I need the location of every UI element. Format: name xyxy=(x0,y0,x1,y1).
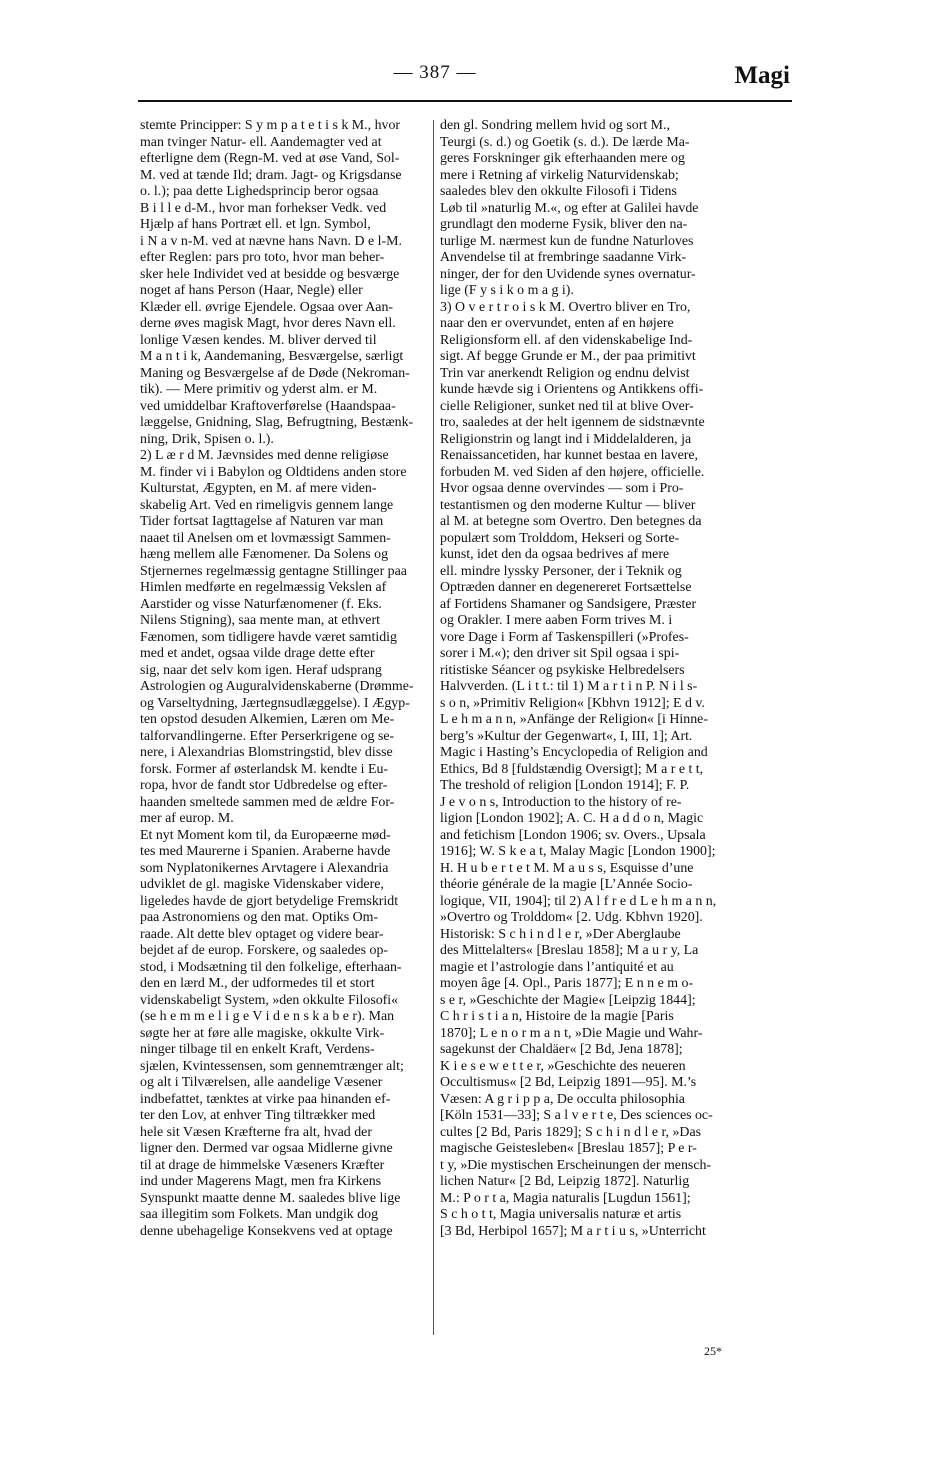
text-line: ved umiddelbar Kraftoverførelse (Haandspaa- xyxy=(140,398,396,414)
text-line: tro, saaledes at der helt igennem de sidstnævnte xyxy=(440,415,705,430)
text-line: Tider fortsat Iagttagelse af Naturen var man xyxy=(140,514,384,529)
text-line: M a n t i k, Aandemaning, Besværgelse, særligt xyxy=(140,349,404,364)
text-line: hele sit Væsen Kræfterne fra alt, hvad der xyxy=(140,1124,372,1140)
running-headword: Magi xyxy=(734,62,790,89)
text-line: s e r, »Geschichte der Magie« [Leipzig 1844]; xyxy=(440,992,696,1008)
text-line: Optræden danner en degenereret Fortsættelse xyxy=(440,580,692,595)
text-line: Renaissancetiden, har kunnet bestaa en lavere, xyxy=(440,448,699,463)
text-line: Synspunkt maatte denne M. saaledes blive lige xyxy=(140,1190,401,1206)
text-line: ninger tilbage til en enkelt Kraft, Verdens- xyxy=(140,1042,375,1057)
text-line: ligion [London 1902]; A. C. H a d d o n, Magic xyxy=(440,811,704,826)
column-divider xyxy=(433,120,434,1335)
text-line: geres Forskninger gik efterhaanden mere og xyxy=(440,151,685,166)
text-line: (se h e m m e l i g e V i d e n s k a b e r). Man xyxy=(140,1009,395,1024)
text-line: noget af hans Person (Haar, Negle) eller xyxy=(140,283,363,298)
text-line: kunde hævde sig i Orientens og Antikkens offi- xyxy=(440,382,704,397)
text-line: Aarstider og visse Naturfænomener (f. Eks. xyxy=(140,596,382,612)
text-line: sker hele Individet ved at besidde og besværge xyxy=(140,266,400,282)
text-line: Religionsform ell. af den videnskabelige Ind- xyxy=(440,332,693,348)
text-line: ning, Drik, Spisen o. l.). xyxy=(140,431,274,447)
text-line: populært som Trolddom, Hekseri og Sorte- xyxy=(440,530,680,546)
text-line: ritistiske Séancer og psykiske Helbredelsers xyxy=(440,662,685,678)
text-line: Halvverden. (L i t t.: til 1) M a r t i n P. N i l s- xyxy=(440,679,698,694)
text-line: Teurgi (s. d.) og Goetik (s. d.). De lærde Ma- xyxy=(440,134,690,150)
text-line: saaledes blev den okkulte Filosofi i Tidens xyxy=(440,184,677,199)
text-line: mere i Retning af virkelig Naturvidenskab; xyxy=(440,167,679,183)
text-line: sigt. Af begge Grunde er M., der paa primitivt xyxy=(440,349,696,364)
text-line: Klæder ell. øvrige Ejendele. Ogsaa over Aan- xyxy=(140,299,394,315)
text-line: og alt i Tilværelsen, alle aandelige Væsener xyxy=(140,1075,383,1090)
text-line: skabelig Art. Ved en rimeligvis gennem lange xyxy=(140,497,394,513)
text-line: efterligne dem (Regn-M. ved at øse Vand, Sol- xyxy=(140,151,400,166)
text-line: al M. at betegne som Overtro. Den betegnes da xyxy=(440,514,702,529)
text-line: logique, VII, 1904]; til 2) A l f r e d L e h m a n n, xyxy=(440,893,717,909)
text-line: Maning og Besværgelse af de Døde (Nekroman- xyxy=(140,365,410,381)
text-line: ell. mindre lyssky Personer, der i Teknik og xyxy=(440,563,682,579)
text-line: Væsen: A g r i p p a, De occulta philosophia xyxy=(440,1091,685,1107)
left-column xyxy=(140,118,428,1240)
text-line: indbefattet, tænktes at virke paa hinanden ef- xyxy=(140,1091,391,1107)
text-line: naar den er overvundet, enten af en højere xyxy=(440,316,674,331)
text-line: Anvendelse til at frembringe saadanne Virk- xyxy=(440,250,687,265)
right-column xyxy=(440,118,804,1240)
text-line: des Mittelalters« [Breslau 1858]; M a u r y, La xyxy=(440,943,699,958)
text-line: Hjælp af hans Portræt ell. et lgn. Symbol, xyxy=(140,217,371,232)
text-line: sorer i M.«); den driver sit Spil ogsaa i spi- xyxy=(440,646,680,661)
text-line: Astrologien og Auguralvidenskaberne (Drømme- xyxy=(140,679,414,694)
text-line: lichen Natur« [2 Bd, Leipzig 1872]. Naturlig xyxy=(440,1174,690,1189)
text-line: kunst, idet den da ogsaa bedrives af mere xyxy=(440,547,670,562)
text-line: [3 Bd, Herbipol 1657]; M a r t i u s, »Unterricht xyxy=(440,1223,706,1239)
text-line: ind under Magerens Magt, men fra Kirkens xyxy=(140,1174,382,1189)
text-line: 2) L æ r d M. Jævnsides med denne religiøse xyxy=(140,448,389,463)
text-line: K i e s e w e t t e r, »Geschichte des neueren xyxy=(440,1058,686,1074)
text-line: stemte Principper: S y m p a t e t i s k M., hvor xyxy=(140,118,401,133)
text-line: efter Reglen: pars pro toto, hvor man beher- xyxy=(140,250,385,265)
text-line: Trin var anerkendt Religion og endnu delvist xyxy=(440,365,690,381)
text-line: tik). — Mere primitiv og yderst alm. er M. xyxy=(140,382,378,397)
text-line: og Varseltydning, Jærtegnsudlæggelse). I Ægyp- xyxy=(140,695,410,711)
text-line: Ethics, Bd 8 [fuldstændig Oversigt]; M a r e t t, xyxy=(440,761,704,777)
text-line: tes med Maurerne i Spanien. Araberne havde xyxy=(140,844,391,859)
text-line: og Orakler. I mere aaben Form trives M. i xyxy=(440,613,673,628)
text-line: Fænomen, som tidligere havde været samtidig xyxy=(140,629,397,645)
text-line: ligeledes havde de gjort betydelige Fremskridt xyxy=(140,893,399,909)
text-line: den gl. Sondring mellem hvid og sort M., xyxy=(440,118,670,133)
text-line: lonlige Væsen kendes. M. bliver derved til xyxy=(140,332,377,348)
signature-mark: 25* xyxy=(704,1344,722,1358)
text-line: paa Astronomiens og den mat. Optiks Om- xyxy=(140,910,379,925)
text-line: Stjernernes regelmæssig gentagne Stillinger paa xyxy=(140,563,407,579)
text-line: nere, i Alexandrias Blomstringstid, blev disse xyxy=(140,745,393,760)
text-line: Magic i Hasting’s Encyclopedia of Religion and xyxy=(440,745,708,760)
text-line: af Fortidens Shamaner og Sandsigere, Præster xyxy=(440,596,697,612)
text-line: The treshold of religion [London 1914]; F. P. xyxy=(440,778,690,793)
text-line: M.: P o r t a, Magia naturalis [Lugdun 1561]; xyxy=(440,1190,691,1206)
text-line: sjælen, Kvintessensen, som gennemtrænger alt; xyxy=(140,1058,404,1074)
text-line: ropa, hvor de fandt stor Udbredelse og efter- xyxy=(140,778,388,793)
text-line: turlige M. nærmest kun de fundne Naturloves xyxy=(440,233,694,249)
text-line: magische Geistesleben« [Breslau 1857]; P e r- xyxy=(440,1141,697,1156)
text-line: t y, »Die mystischen Erscheinungen der mensch- xyxy=(440,1157,712,1173)
text-line: testantismen og den moderne Kultur — bliver xyxy=(440,497,696,513)
text-line: théorie générale de la magie [L’Année Socio- xyxy=(440,877,693,892)
text-line: cielle Religioner, sunket ned til at blive Over- xyxy=(440,398,694,414)
text-line: talforvandlingerne. Efter Perserkrigene og se- xyxy=(140,728,395,744)
text-line: lige (F y s i k o m a g i). xyxy=(440,283,574,298)
text-line: magie et l’astrologie dans l’antiquité et au xyxy=(440,959,674,975)
text-line: berg’s »Kultur der Gegenwart«, I, III, 1]; Art. xyxy=(440,728,693,744)
text-line: Nilens Stigning), saa mente man, at ethvert xyxy=(140,613,380,628)
text-line: ninger, der for den Uvidende synes overnatur- xyxy=(440,266,696,282)
text-line: i N a v n-M. ved at nævne hans Navn. D e l-M. xyxy=(140,233,402,249)
text-line: haanden smeltede sammen med de ældre For- xyxy=(140,794,395,810)
text-line: [Köln 1531—33]; S a l v e r t e, Des sciences oc- xyxy=(440,1108,713,1123)
text-line: and fetichism [London 1906; sv. Overs., Upsala xyxy=(440,827,706,843)
text-line: M. finder vi i Babylon og Oldtidens anden store xyxy=(140,464,407,480)
text-line: søgte her at føre alle magiske, okkulte Virk- xyxy=(140,1025,385,1041)
text-line: M. ved at tænde Ild; dram. Jagt- og Krigsdanse xyxy=(140,167,402,183)
text-line: læggelse, Gnidning, Slag, Befrugtning, Bestænk- xyxy=(140,415,414,430)
text-line: o. l.); paa dette Lighedsprincip beror ogsaa xyxy=(140,184,379,199)
page-number: — 387 — xyxy=(393,62,477,83)
text-line: denne ubehagelige Konsekvens ved at optage xyxy=(140,1223,393,1239)
text-line: Løb til »naturlig M.«, og efter at Galilei havde xyxy=(440,200,699,216)
text-line: ter den Lov, at enhver Ting tiltrækker med xyxy=(140,1108,376,1123)
text-line: bejdet af de europ. Forskere, og saaledes op- xyxy=(140,943,389,958)
text-line: H. H u b e r t e t M. M a u s s, Esquisse d’une xyxy=(440,860,694,876)
text-line: Occultismus« [2 Bd, Leipzig 1891—95]. M.’s xyxy=(440,1075,697,1090)
header-rule xyxy=(138,100,792,102)
text-line: stod, i Modsætning til den folkelige, efterhaan- xyxy=(140,959,402,975)
text-line: forsk. Former af østerlandsk M. kendte i Eu- xyxy=(140,761,389,777)
text-line: B i l l e d-M., hvor man forhekser Vedk. ved xyxy=(140,200,387,216)
text-line: ligner den. Dermed var ogsaa Midlerne givne xyxy=(140,1141,393,1156)
text-line: vore Dage i Form af Taskenspilleri (»Profes- xyxy=(440,629,689,645)
text-line: naaet til Anelsen om et lovmæssigt Sammen- xyxy=(140,530,391,546)
text-line: 3) O v e r t r o i s k M. Overtro bliver en Tro, xyxy=(440,299,691,315)
text-line: moyen âge [4. Opl., Paris 1877]; E n n e m o- xyxy=(440,976,694,991)
text-line: 1916]; W. S k e a t, Malay Magic [London 1900]; xyxy=(440,844,716,859)
text-line: videnskabeligt System, »den okkulte Filosofi« xyxy=(140,992,399,1008)
text-line: Et nyt Moment kom til, da Europæerne mød- xyxy=(140,827,391,843)
text-line: Kulturstat, Ægypten, en M. af mere viden- xyxy=(140,481,377,496)
text-line: sagekunst der Chaldäer« [2 Bd, Jena 1878]; xyxy=(440,1042,683,1057)
text-line: L e h m a n n, »Anfänge der Religion« [i Hinne- xyxy=(440,712,708,727)
text-line: den en lærd M., der udformedes til et stort xyxy=(140,976,375,991)
text-line: 1870]; L e n o r m a n t, »Die Magie und Wahr- xyxy=(440,1025,703,1041)
text-line: raade. Alt dette blev optaget og videre bear- xyxy=(140,926,384,942)
text-line: til at drage de himmelske Væseners Kræfter xyxy=(140,1157,385,1173)
text-line: derne øves magisk Magt, hvor deres Navn ell. xyxy=(140,316,396,331)
text-line: forbuden M. ved Siden af den højere, officielle. xyxy=(440,464,705,480)
text-line: S c h o t t, Magia universalis naturæ et artis xyxy=(440,1207,682,1222)
text-line: ten opstod desuden Alkemien, Læren om Me- xyxy=(140,712,395,727)
text-line: cultes [2 Bd, Paris 1829]; S c h i n d l e r, »Das xyxy=(440,1124,702,1140)
text-line: Hvor ogsaa denne overvindes — som i Pro- xyxy=(440,481,684,496)
text-line: hæng mellem alle Fænomener. Da Solens og xyxy=(140,547,389,562)
text-line: med et andet, ogsaa vilde drage dette efter xyxy=(140,646,375,661)
text-line: C h r i s t i a n, Histoire de la magie [Paris xyxy=(440,1009,674,1024)
text-line: »Overtro og Trolddom« [2. Udg. Kbhvn 1920]. xyxy=(440,910,703,925)
text-line: udviklet de gl. magiske Videnskaber videre, xyxy=(140,877,384,892)
text-line: man tvinger Natur- ell. Aandemagter ved at xyxy=(140,134,382,150)
text-line: saa illegitim som Folkets. Man undgik dog xyxy=(140,1207,379,1222)
text-line: mer af europ. M. xyxy=(140,811,234,826)
text-line: s o n, »Primitiv Religion« [Kbhvn 1912]; E d v. xyxy=(440,695,705,711)
text-line: grundlagt den moderne Fysik, bliver den na- xyxy=(440,217,688,232)
text-line: sig, naar det selv kom igen. Heraf udsprang xyxy=(140,662,382,678)
text-line: Religionstrin og langt ind i Middelalderen, ja xyxy=(440,431,692,447)
text-line: som Nyplatonikernes Arvtagere i Alexandria xyxy=(140,860,389,876)
text-line: J e v o n s, Introduction to the history of re- xyxy=(440,794,682,810)
text-line: Himlen medførte en regelmæssig Vekslen af xyxy=(140,580,387,595)
text-line: Historisk: S c h i n d l e r, »Der Aberglaube xyxy=(440,926,681,942)
